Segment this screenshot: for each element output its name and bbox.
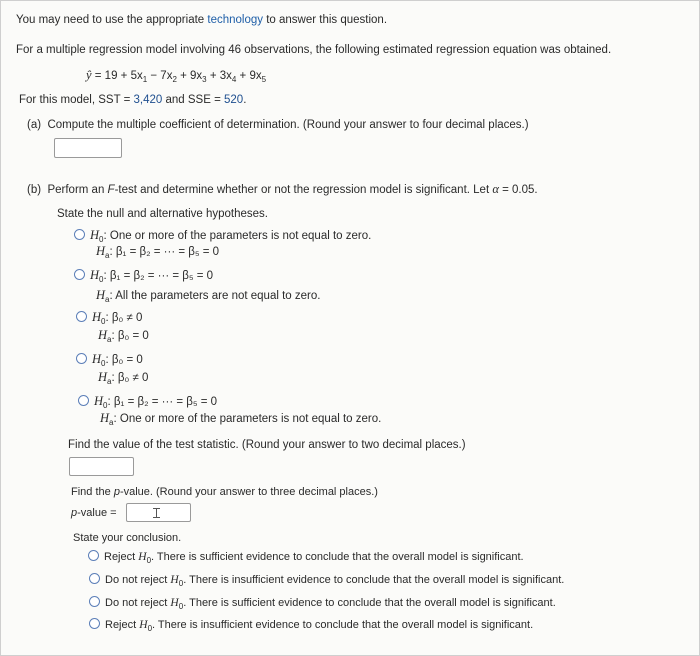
hypothesis-option-5-ha: $H_a$: One or more of the parameters is not equal to zero. xyxy=(100,411,382,427)
part-b-question xyxy=(27,182,538,197)
eq-sub: 4 xyxy=(231,75,237,84)
hypothesis-option-4-ha: $H_a$: β₀ ≠ 0 xyxy=(98,370,149,386)
ha-text: : All the parameters are not equal to zero. xyxy=(109,290,321,302)
conclusion-pre: Do not reject xyxy=(105,574,171,586)
sst-sse-line xyxy=(19,93,246,107)
h0-text: : β₁ = β₂ = ··· = β₅ = 0 xyxy=(107,396,218,408)
p-symbol: p xyxy=(71,507,78,519)
conclusion-option-3[interactable]: Do not reject $H_0$. There is sufficient evidence to conclude that the overall model is significant. xyxy=(89,596,556,610)
regression-equation xyxy=(86,68,266,83)
technology-link[interactable]: technology xyxy=(207,14,264,26)
hypothesis-option-5[interactable]: $H_0$: β₁ = β₂ = ··· = β₅ = 0 xyxy=(78,394,217,409)
intro-line xyxy=(16,13,387,27)
part-b-label: (b) xyxy=(27,184,42,196)
radio-button[interactable] xyxy=(78,395,89,406)
sst-prefix: For this model, SST = xyxy=(19,94,134,106)
h0-text: : β₁ = β₂ = ··· = β₅ = 0 xyxy=(103,270,214,282)
sst-value: 3,420 xyxy=(133,94,163,106)
hypothesis-option-4[interactable]: $H_0$: β₀ = 0 xyxy=(76,352,143,367)
conclusion-option-1[interactable]: Reject $H_0$. There is sufficient evidence to conclude that the overall model is significant. xyxy=(88,550,524,564)
pvalue-input[interactable] xyxy=(126,503,191,522)
eq-sub: 5 xyxy=(261,75,267,84)
hypothesis-option-2-ha: $H_a$: All the parameters are not equal to zero. xyxy=(96,288,321,304)
pvalue-prompt-text: -value. (Round your answer to three decimal places.) xyxy=(119,486,378,498)
p-symbol: p xyxy=(113,486,120,498)
eq-sub: 3 xyxy=(202,75,207,84)
hypothesis-option-3[interactable]: $H_0$: β₀ ≠ 0 xyxy=(76,310,142,325)
radio-button[interactable] xyxy=(88,550,99,561)
alpha-symbol: α xyxy=(492,182,499,196)
radio-button[interactable] xyxy=(74,269,85,280)
eq-part: + 9x xyxy=(236,70,262,82)
pvalue-label xyxy=(71,507,117,520)
eq-sub: 2 xyxy=(172,75,177,84)
conclusion-pre: Reject xyxy=(104,551,139,563)
pvalue-prompt xyxy=(71,486,378,499)
radio-button[interactable] xyxy=(89,596,100,607)
conclusion-pre: Reject xyxy=(105,619,140,631)
part-b-text: -test and determine whether or not the regression model is significant. Let xyxy=(114,184,493,196)
conclusion-option-2[interactable]: Do not reject $H_0$. There is insufficient evidence to conclude that the overall model is significant. xyxy=(89,573,564,587)
eq-part: − 7x xyxy=(147,70,173,82)
h0-text: : β₀ = 0 xyxy=(105,354,143,366)
setup-text: For a multiple regression model involving 46 observations, the following estimated regression equation was obtained. xyxy=(16,44,612,56)
conclusion-post: . There is sufficient evidence to conclude that the overall model is significant. xyxy=(151,551,524,563)
eq-part: = 19 + 5x xyxy=(94,70,143,82)
eq-part: + 9x xyxy=(176,70,203,82)
sse-value: 520 xyxy=(224,94,244,106)
ha-text: : β₁ = β₂ = ··· = β₅ = 0 xyxy=(109,246,220,258)
radio-button[interactable] xyxy=(89,573,100,584)
pvalue-prompt-text: Find the xyxy=(71,486,114,498)
eq-sub: 1 xyxy=(142,75,148,84)
pvalue-label-text: -value = xyxy=(77,507,117,519)
radio-button[interactable] xyxy=(89,618,100,629)
intro-prefix: You may need to use the appropriate xyxy=(16,14,208,26)
part-a-text: Compute the multiple coefficient of determination. (Round your answer to four decimal places.) xyxy=(47,119,529,131)
sst-end: . xyxy=(243,94,247,106)
ha-text: : One or more of the parameters is not equal to zero. xyxy=(113,413,382,425)
part-a-question xyxy=(27,118,529,132)
hypothesis-option-1-ha: $H_a$: β₁ = β₂ = ··· = β₅ = 0 xyxy=(96,244,220,260)
h0-text: : One or more of the parameters is not equal to zero. xyxy=(103,230,372,242)
conclusion-post: . There is sufficient evidence to conclude that the overall model is significant. xyxy=(183,597,556,609)
conclusion-pre: Do not reject xyxy=(105,597,171,609)
hypotheses-prompt: State the null and alternative hypotheses. xyxy=(57,208,268,220)
part-a-label: (a) xyxy=(27,119,42,131)
test-statistic-input[interactable] xyxy=(69,457,134,476)
intro-suffix: to answer this question. xyxy=(263,14,388,26)
hypothesis-option-3-ha: $H_a$: β₀ = 0 xyxy=(98,328,149,344)
ha-text: : β₀ ≠ 0 xyxy=(111,372,149,384)
f-symbol: F xyxy=(107,184,115,196)
conclusion-prompt: State your conclusion. xyxy=(73,532,182,544)
conclusion-option-4[interactable]: Reject $H_0$. There is insufficient evidence to conclude that the overall model is significant. xyxy=(89,618,533,632)
hypothesis-option-1[interactable]: $H_0$: One or more of the parameters is not equal to zero. xyxy=(74,228,371,243)
eq-part: + 3x xyxy=(206,70,232,82)
conclusion-post: . There is insufficient evidence to conclude that the overall model is significant. xyxy=(152,619,534,631)
sse-prefix: and SSE = xyxy=(162,94,224,106)
h0-text: : β₀ ≠ 0 xyxy=(105,312,143,324)
ha-text: : β₀ = 0 xyxy=(111,330,149,342)
test-statistic-prompt: Find the value of the test statistic. (Round your answer to two decimal places.) xyxy=(68,439,466,451)
radio-button[interactable] xyxy=(74,229,85,240)
hypothesis-option-2[interactable]: $H_0$: β₁ = β₂ = ··· = β₅ = 0 xyxy=(74,268,213,283)
yhat-symbol: ŷ xyxy=(86,68,92,82)
text-cursor-icon xyxy=(153,508,160,518)
alpha-value: = 0.05. xyxy=(498,184,538,196)
conclusion-post: . There is insufficient evidence to conclude that the overall model is significant. xyxy=(183,574,565,586)
radio-button[interactable] xyxy=(76,353,87,364)
radio-button[interactable] xyxy=(76,311,87,322)
r-squared-input[interactable] xyxy=(54,138,122,158)
part-b-text: Perform an xyxy=(47,184,108,196)
